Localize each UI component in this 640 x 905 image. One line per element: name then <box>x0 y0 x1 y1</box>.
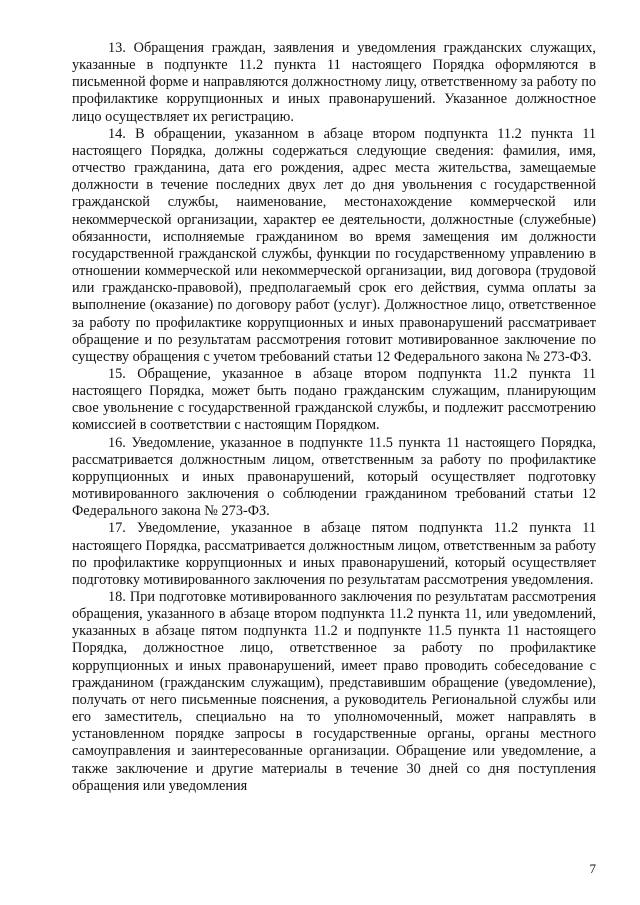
paragraph-13: 13. Обращения граждан, заявления и уведомления гражданских служащих, указанные в подпункте 11.2 пункта 11 настоящего Порядка оформляются в письменной форме и направляются должностному лицу, ответственному за работу по профилактике коррупционных и иных правонарушений. Указанное должностное лицо осуществляет их регистрацию. <box>72 40 596 125</box>
page-number: 7 <box>589 861 596 876</box>
paragraph-18: 18. При подготовке мотивированного заключения по результатам рассмотрения обращения, указанного в абзаце втором подпункта 11.2 пункта 11, или уведомлений, указанных в абзаце пятом подпункта 11.2 и подпункте 11.5 пункта 11 настоящего Порядка, должностное лицо, ответственное за работу по профилактике коррупционных и иных правонарушений, имеет право проводить собеседование с гражданином (гражданским служащим), представившим обращение (уведомление), получать от него письменные пояснения, а руководитель Региональной службы или его заместитель, специально на то уполномоченный, может направлять в установленном порядке запросы в государственные органы, органы местного самоуправления и заинтересованные организации. Обращение или уведомление, а также заключение и другие материалы в течение 30 дней со дня поступления обращения или уведомления <box>72 589 596 794</box>
paragraph-14: 14. В обращении, указанном в абзаце втором подпункта 11.2 пункта 11 настоящего Порядка, должны содержаться следующие сведения: фамилия, имя, отчество гражданина, дата его рождения, адрес места жительства, замещаемые должности в течение последних двух лет до дня увольнения с государственной гражданской службы, наименование, местонахождение коммерческой или некоммерческой организации, характер ее деятельности, должностные (служебные) обязанности, исполняемые гражданином во время замещения им должности государственной гражданской службы, функции по государственному управлению в отношении коммерческой или некоммерческой организации, вид договора (трудовой или гражданско-правовой), предполагаемый срок его действия, сумма оплаты за выполнение (оказание) по договору работ (услуг). Должностное лицо, ответственное за работу по профилактике коррупционных и иных правонарушений рассматривает обращение и по результатам рассмотрения готовит мотивированное заключение по существу обращения с учетом требований статьи 12 Федерального закона № 273-ФЗ. <box>72 125 596 365</box>
paragraph-17: 17. Уведомление, указанное в абзаце пятом подпункта 11.2 пункта 11 настоящего Порядка, рассматривается должностным лицом, ответственным за работу по профилактике коррупционных и иных правонарушений, который осуществляет подготовку мотивированного заключения по результатам рассмотрения уведомления. <box>72 520 596 588</box>
paragraph-16: 16. Уведомление, указанное в подпункте 11.5 пункта 11 настоящего Порядка, рассматривается должностным лицом, ответственным за работу по профилактике коррупционных и иных правонарушений, который осуществляет подготовку мотивированного заключения о соблюдении гражданином требований статьи 12 Федерального закона № 273-ФЗ. <box>72 434 596 520</box>
document-page <box>72 40 596 795</box>
paragraph-15: 15. Обращение, указанное в абзаце втором подпункта 11.2 пункта 11 настоящего Порядка, может быть подано гражданским служащим, планирующим свое увольнение с государственной гражданской службы, и подлежит рассмотрению комиссией в соответствии с настоящим Порядком. <box>72 365 596 434</box>
